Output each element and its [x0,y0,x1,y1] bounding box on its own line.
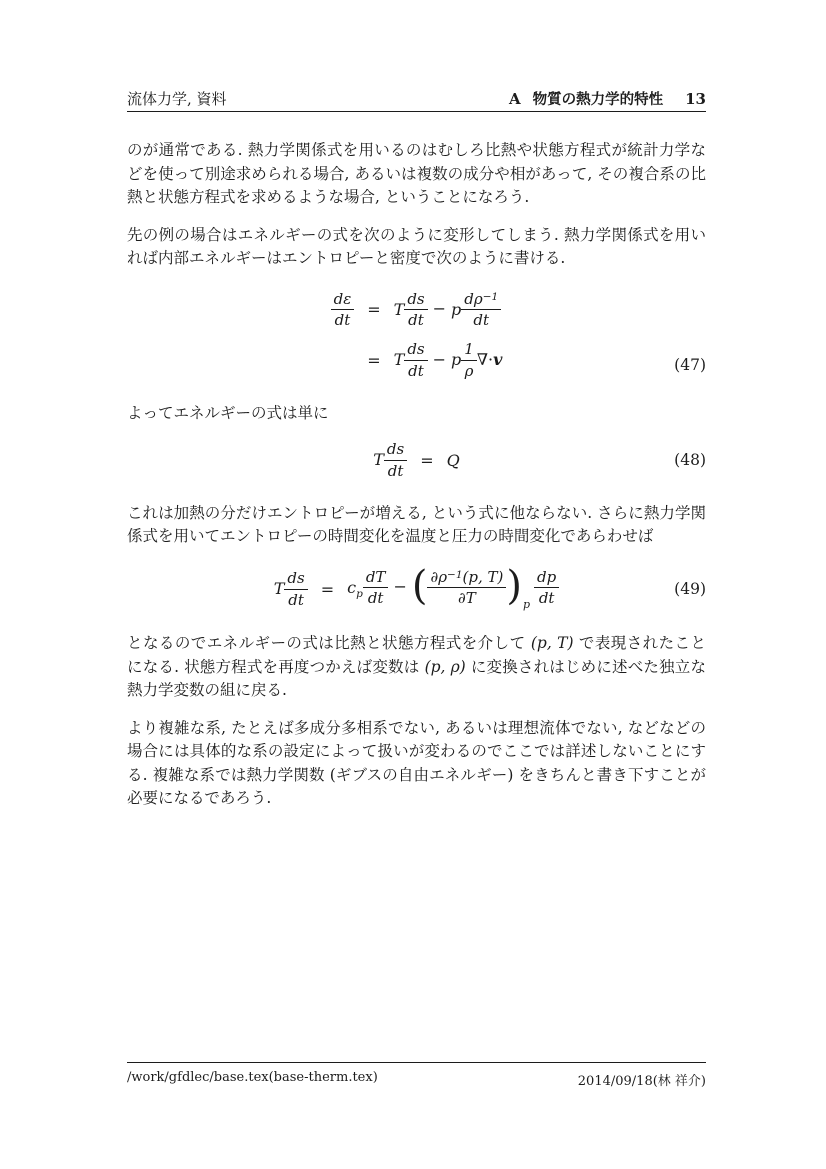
fraction: $\frac{ds}{dt}$ [404,340,427,381]
fraction: $\frac{ds}{dt}$ [404,290,427,331]
subscript: p [356,587,363,600]
minus-sign: − [432,349,447,369]
fraction: $\frac{d\rho^{-1}}{dt}$ [461,290,501,331]
equation-number-48: (48) [674,451,706,470]
equals-sign: = [320,579,335,599]
minus-sign: − [432,299,447,319]
equation-number-47: (47) [674,355,706,374]
superscript: −1 [482,290,499,303]
equation-47: $\frac{d\varepsilon}{dt}$ = T $\frac{ds}{dt}$ − p $\frac{d\rho^{-1}}{dt}$ = T $\frac{ds}{dt}$ − p $\frac{1}{\rho}$ ∇·v (47) [127,285,706,386]
velocity-vector: v [493,349,503,369]
header-document-title: 流体力学, 資料 [127,90,227,108]
footer-source-path: /work/gfdlec/base.tex(base-therm.tex) [127,1070,378,1085]
constant-pressure-subscript: p [522,598,531,612]
equals-sign: = [367,300,381,320]
open-parenthesis: ( [411,562,428,609]
footer-date-author: 2014/09/18(林 祥介) [577,1074,706,1089]
header-section-info [509,88,706,109]
document-body [127,139,706,825]
equals-sign: = [367,350,381,370]
fraction: $\frac{dp}{dt}$ [534,568,559,609]
fraction: $\frac{ds}{dt}$ [284,569,307,610]
nabla-dot-operator: ∇· [476,349,494,369]
header-rule [127,111,706,112]
section-letter: A [508,90,521,108]
paragraph-6: より複雑な系, たとえば多成分多相系でない, あるいは理想流体でない, などなどの場合には具体的な系の設定によって扱いが変わるのでここでは詳述しないことにする. 複雑な系では熱力学関数 (ギブスの自由エネルギー) をきちんと書き下すことが必要になるであろう. [127,718,706,808]
fraction: $\frac{d\varepsilon}{dt}$ [331,290,355,331]
paragraph-1: のが通常である. 熱力学関係式を用いるのはむしろ比熱や状態方程式が統計力学などを使って別途求められる場合, あるいは複数の成分や相があって, その複合系の比熱と状態方程式を求めるような場合, ということになろう. [127,141,706,206]
inline-math-prho: (p, ρ) [424,657,466,676]
fraction: $\frac{ds}{dt}$ [384,440,407,481]
equals-sign: = [420,450,434,470]
heating-term: Q [446,450,460,470]
equation-48: T $\frac{ds}{dt}$ = Q (48) [127,435,706,486]
superscript: −1 [447,568,463,581]
equation-number-49: (49) [674,580,706,599]
fraction: $\frac{1}{\rho}$ [461,340,477,381]
paragraph-4: これは加熱の分だけエントロピーが増える, という式に他ならない. さらに熱力学関係式を用いてエントロピーの時間変化を温度と圧力の時間変化であらわせば [127,503,706,545]
section-title: 物質の熱力学的特性 [532,92,664,108]
inline-math-pT: (p, T) [530,634,574,653]
page-header [127,88,706,109]
paragraph-5: となるのでエネルギーの式は比熱と状態方程式を介して (p, T) で表現されたことになる. 状態方程式を再度つかえば変数は (p, ρ) に変換されはじめに述べた独立な熱力学変数の組に戻る. [127,634,706,700]
fraction: $\frac{dT}{dt}$ [363,568,389,609]
paragraph-2: 先の例の場合はエネルギーの式を次のように変形してしまう. 熱力学関係式を用いれば内部エネルギーはエントロピーと密度で次のように書ける. [127,225,706,267]
minus-sign: − [393,577,407,597]
equation-49: T $\frac{ds}{dt}$ = $c_p$ $\frac{dT}{dt}$ − ( $\frac{\partial\rho^{-1}(p, T)}{\partial T}$ )$_p$ $\frac{dp}{dt}$ (49) [127,563,706,617]
fraction: $\frac{\partial\rho^{-1}(p, T)}{\partial T}$ [427,568,506,609]
page-number: 13 [685,90,706,108]
close-parenthesis: ) [506,562,522,609]
paragraph-3: よってエネルギーの式は単に [127,403,329,422]
page-footer [127,1062,706,1089]
